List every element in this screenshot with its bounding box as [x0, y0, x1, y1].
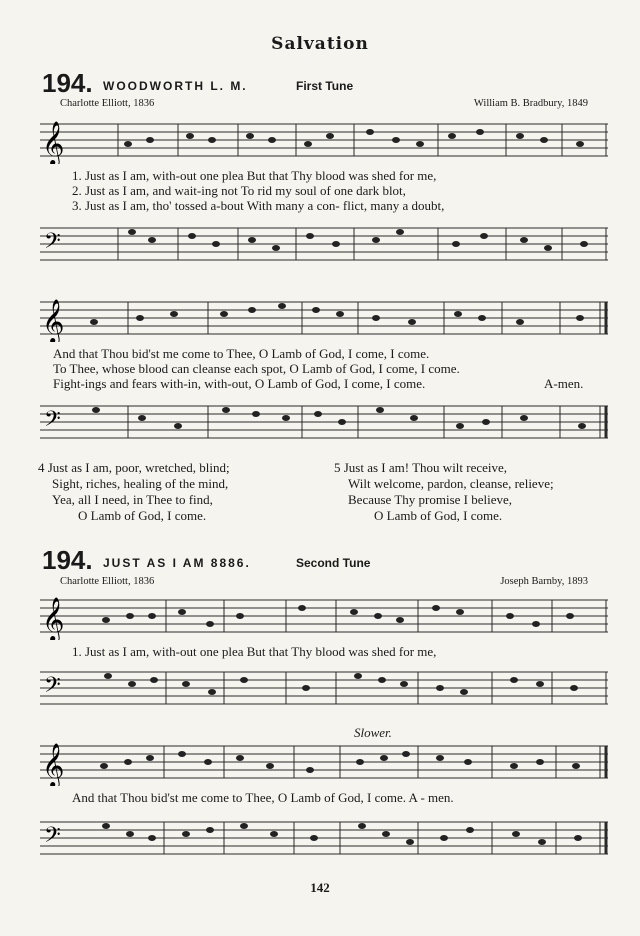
tune-name: JUST AS I AM 8886.: [103, 556, 251, 570]
author-credit: Charlotte Elliott, 1836: [60, 576, 155, 587]
verse-5: [334, 460, 554, 524]
verse-line: O Lamb of God, I come.: [374, 508, 503, 523]
svg-text:𝄞: 𝄞: [42, 121, 65, 164]
lyric-line: 3. Just as I am, tho' tossed a-bout With many a con- flict, many a doubt,: [72, 198, 445, 213]
lyric-line: 2. Just as I am, and wait-ing not To rid my soul of one dark blot,: [72, 183, 406, 198]
music-staff-bass-2: [40, 396, 608, 446]
page-number: 142: [310, 880, 330, 895]
lyric-line: 1. Just as I am, with-out one plea But that Thy blood was shed for me,: [72, 168, 437, 183]
staff-lines: [40, 594, 608, 640]
svg-text:𝄢: 𝄢: [44, 407, 61, 437]
author-credit: Charlotte Elliott, 1836: [60, 98, 155, 109]
composer-credit: Joseph Barnby, 1893: [500, 576, 588, 587]
verse-line: 5 Just as I am! Thou wilt receive,: [334, 460, 508, 475]
svg-text:𝄢: 𝄢: [44, 229, 61, 259]
staff-lines: [40, 296, 608, 342]
svg-text:𝄞: 𝄞: [42, 299, 65, 342]
verse-4: [38, 460, 230, 524]
amen-lyric: A-men.: [544, 376, 584, 391]
verse-line: O Lamb of God, I come.: [78, 508, 207, 523]
lyric-line: And that Thou bid'st me come to Thee, O Lamb of God, I come. A - men.: [72, 790, 454, 805]
verse-line: Sight, riches, healing of the mind,: [52, 476, 229, 491]
music-staff-bass-3: [40, 662, 608, 712]
section-title: Salvation: [271, 34, 369, 54]
lyric-line: Fight-ings and fears with-in, with-out, O Lamb of God, I come, I come.: [53, 376, 426, 391]
music-staff-treble-1: [40, 118, 608, 168]
music-staff-treble-3: [40, 594, 608, 644]
tune-name: WOODWORTH L. M.: [103, 79, 248, 93]
verse-line: Wilt welcome, pardon, cleanse, relieve;: [348, 476, 554, 491]
tempo-marking: Slower.: [354, 725, 392, 740]
staff-lines: [40, 662, 608, 708]
music-staff-bass-1: [40, 218, 608, 268]
svg-text:𝄞: 𝄞: [42, 597, 65, 640]
staff-lines: [40, 396, 608, 442]
svg-text:𝄞: 𝄞: [42, 743, 65, 786]
hymn-number: 194.: [42, 68, 93, 98]
staff-lines: [40, 118, 608, 164]
lyric-line: 1. Just as I am, with-out one plea But that Thy blood was shed for me,: [72, 644, 437, 659]
music-staff-treble-4: [40, 740, 608, 790]
music-staff-treble-2: [40, 296, 608, 346]
tune-note: Second Tune: [296, 556, 371, 570]
staff-lines: [40, 812, 608, 858]
music-staff-bass-4: [40, 812, 608, 862]
lyric-line: To Thee, whose blood can cleanse each spot, O Lamb of God, I come, I come.: [53, 361, 460, 376]
staff-lines: [40, 740, 608, 786]
composer-credit: William B. Bradbury, 1849: [473, 98, 588, 109]
tune-note: First Tune: [296, 79, 354, 93]
staff-lines: [40, 218, 608, 264]
svg-text:𝄢: 𝄢: [44, 673, 61, 703]
verse-line: Because Thy promise I believe,: [348, 492, 513, 507]
verse-line: 4 Just as I am, poor, wretched, blind;: [38, 460, 230, 475]
hymn-number: 194.: [42, 545, 93, 575]
verse-line: Yea, all I need, in Thee to find,: [52, 492, 213, 507]
lyric-line: And that Thou bid'st me come to Thee, O Lamb of God, I come, I come.: [53, 346, 430, 361]
svg-text:𝄢: 𝄢: [44, 823, 61, 853]
